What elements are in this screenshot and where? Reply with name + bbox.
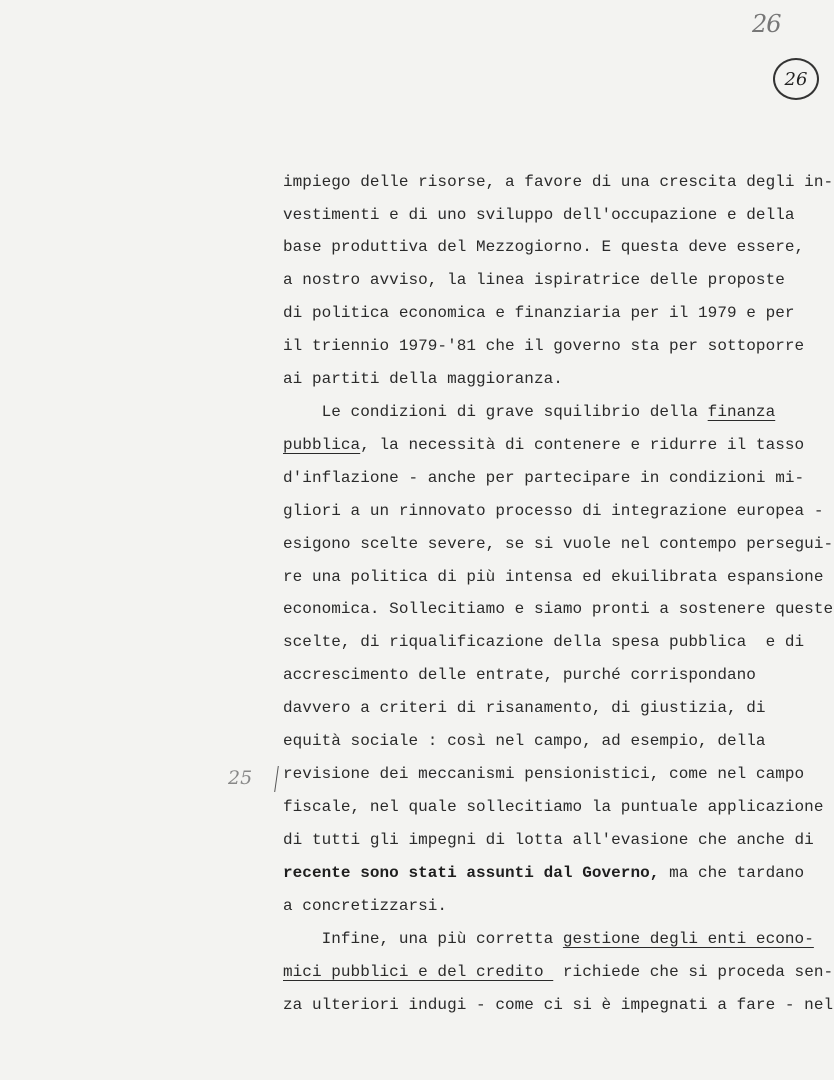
bold-text: recente sono stati assunti dal Governo, [283, 864, 660, 882]
text-line: revisione dei meccanismi pensionistici, come nel campo [283, 765, 805, 783]
underlined-text: finanza [707, 403, 776, 421]
text-line: a concretizzarsi. [283, 897, 448, 915]
text-line: di tutti gli impegni di lotta all'evasione che anche di [283, 831, 814, 849]
text-line: di politica economica e finanziaria per il 1979 e per [283, 304, 795, 322]
text-line: mici pubblici e del credito richiede che si proceda sen- [283, 963, 834, 981]
text-line: davvero a criteri di risanamento, di giustizia, di [283, 699, 766, 717]
text-line: d'inflazione - anche per partecipare in condizioni mi- [283, 469, 805, 487]
text-line: il triennio 1979-'81 che il governo sta per sottoporre [283, 337, 805, 355]
circled-page-number [773, 58, 819, 100]
text-line: re una politica di più intensa ed ekuilibrata espansione [283, 568, 824, 586]
text-line: za ulteriori indugi - come ci si è impegnati a fare - nel [283, 996, 834, 1014]
text-line: recente sono stati assunti dal Governo, ma che tardano [283, 864, 805, 882]
text-line: economica. Sollecitiamo e siamo pronti a sostenere queste [283, 600, 834, 618]
text-line: fiscale, nel quale sollecitiamo la puntuale applicazione [283, 798, 824, 816]
text-line: gliori a un rinnovato processo di integrazione europea - [283, 502, 824, 520]
margin-bracket [274, 766, 282, 792]
text-line: equità sociale : così nel campo, ad esempio, della [283, 732, 766, 750]
text-line: base produttiva del Mezzogiorno. E questa deve essere, [283, 238, 805, 256]
text-line: esigono scelte severe, se si vuole nel contempo persegui- [283, 535, 834, 553]
underlined-text: mici pubblici e del credito [283, 963, 554, 981]
text-line: accrescimento delle entrate, purché corrispondano [283, 666, 756, 684]
text-line: impiego delle risorse, a favore di una crescita degli in- [283, 173, 834, 191]
margin-note: 25 [228, 767, 253, 789]
text-line: vestimenti e di uno sviluppo dell'occupazione e della [283, 206, 795, 224]
text-line: scelte, di riqualificazione della spesa pubblica e di [283, 633, 805, 651]
text-line: pubblica, la necessità di contenere e ridurre il tasso [283, 436, 805, 454]
circled-page-number-text: 26 [784, 68, 808, 90]
text-line: a nostro avviso, la linea ispiratrice delle proposte [283, 271, 785, 289]
underlined-text: pubblica [283, 436, 361, 454]
text-line: ai partiti della maggioranza. [283, 370, 563, 388]
text-line: Le condizioni di grave squilibrio della finanza [283, 403, 776, 421]
text-line: Infine, una più corretta gestione degli enti econo- [283, 930, 814, 948]
underlined-text: gestione degli enti econo- [562, 930, 814, 948]
handwritten-page-number: 26 [752, 10, 781, 38]
